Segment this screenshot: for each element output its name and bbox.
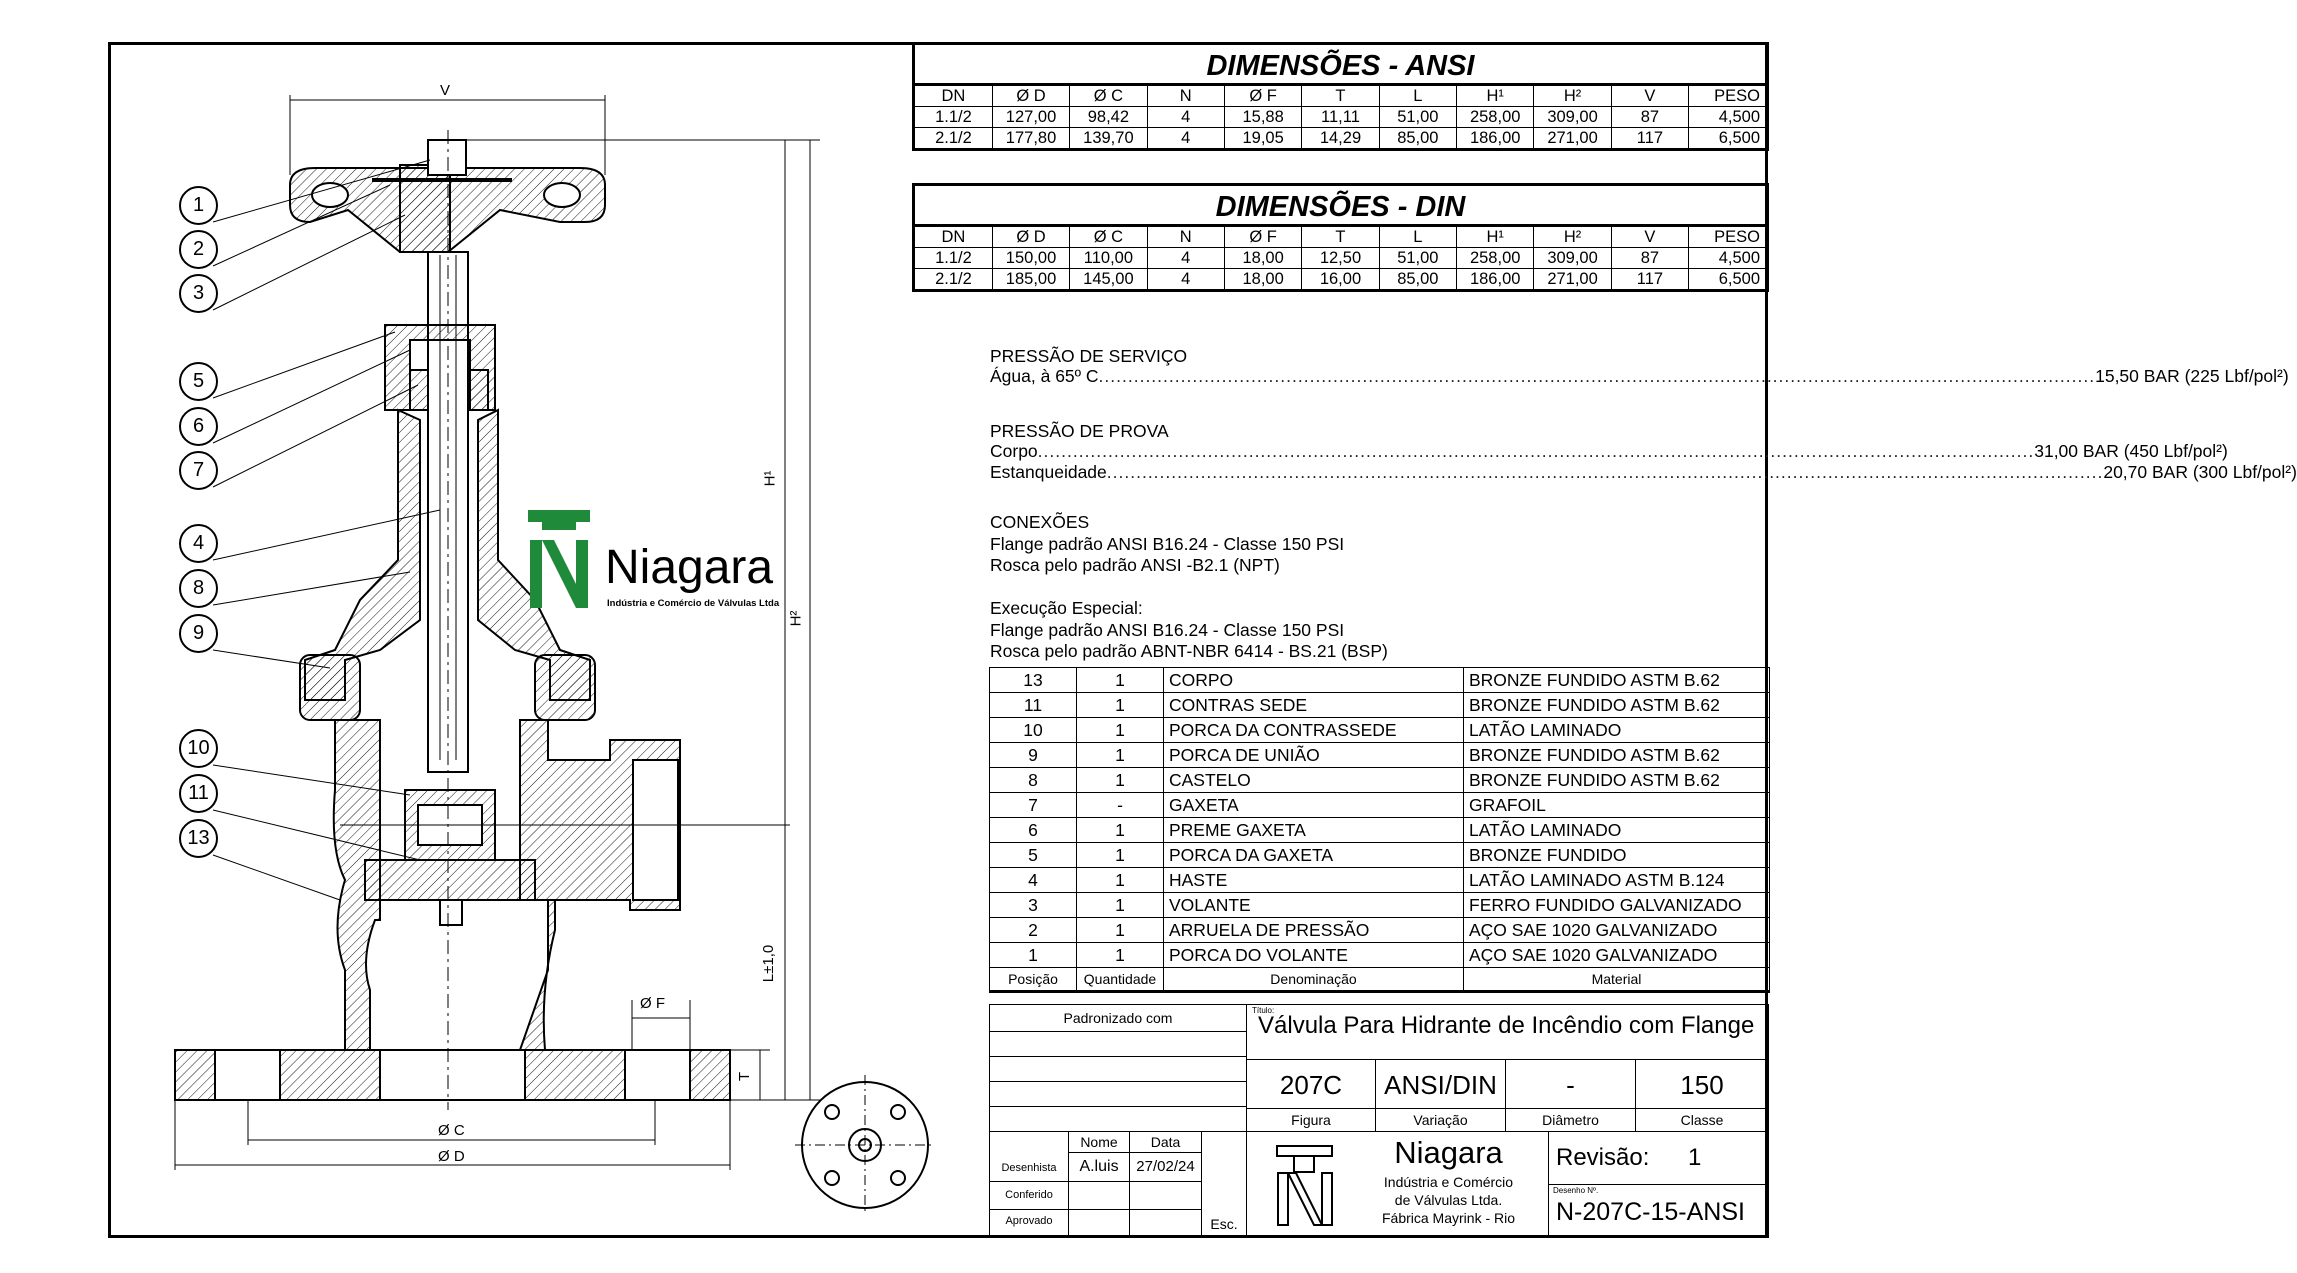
drawn-date: 27/02/24 — [1136, 1158, 1195, 1175]
part-balloon: 13 — [179, 819, 218, 858]
bom-name: PORCA DO VOLANTE — [1164, 943, 1464, 968]
ansi-header: Ø D — [992, 86, 1069, 107]
din-cell: 4,500 — [1689, 248, 1766, 269]
figure-value: 207C — [1279, 1070, 1343, 1100]
din-cell: 117 — [1611, 269, 1688, 291]
part-balloon: 11 — [179, 774, 218, 813]
part-balloon: 5 — [179, 362, 218, 401]
bom-material: BRONZE FUNDIDO ASTM B.62 — [1464, 693, 1770, 718]
bom-material: BRONZE FUNDIDO ASTM B.62 — [1464, 743, 1770, 768]
dim-h2: H² — [787, 610, 805, 627]
ansi-cell: 258,00 — [1457, 107, 1534, 128]
bom-quantity: 1 — [1077, 818, 1164, 843]
bom-row — [990, 818, 1770, 843]
din-cell: 4 — [1147, 269, 1224, 291]
bom-name: PREME GAXETA — [1164, 818, 1464, 843]
bom-name: PORCA DA CONTRASSEDE — [1164, 718, 1464, 743]
part-balloon: 7 — [179, 451, 218, 490]
bom-quantity: 1 — [1077, 868, 1164, 893]
ansi-title: DIMENSÕES - ANSI — [915, 45, 1766, 85]
ansi-header: L — [1379, 86, 1456, 107]
title-caption: Título: — [1252, 1006, 1275, 1015]
ansi-header: Ø F — [1224, 86, 1301, 107]
din-header: Ø D — [992, 227, 1069, 248]
bom-position: 11 — [990, 693, 1077, 718]
bom-header: Denominação — [1164, 968, 1464, 992]
din-header: L — [1379, 227, 1456, 248]
dim-d: Ø D — [438, 1148, 465, 1165]
bom-quantity: 1 — [1077, 918, 1164, 943]
approved-label: Aprovado — [1005, 1215, 1053, 1227]
bom-position: 7 — [990, 793, 1077, 818]
ansi-cell: 186,00 — [1457, 128, 1534, 150]
ansi-cell: 1.1/2 — [915, 107, 992, 128]
body-label: Corpo — [990, 441, 1038, 461]
part-balloon: 9 — [179, 614, 218, 653]
bom-material: BRONZE FUNDIDO — [1464, 843, 1770, 868]
bom-material: LATÃO LAMINADO — [1464, 818, 1770, 843]
bom-position: 13 — [990, 668, 1077, 693]
ansi-cell: 51,00 — [1379, 107, 1456, 128]
din-header: N — [1147, 227, 1224, 248]
part-balloon: 1 — [179, 186, 218, 225]
bom-name: HASTE — [1164, 868, 1464, 893]
company-line-3: Fábrica Mayrink - Rio — [1381, 1210, 1516, 1226]
dim-t: T — [736, 1071, 754, 1082]
ansi-cell: 4 — [1147, 107, 1224, 128]
connection-2: Rosca pelo padrão ANSI -B2.1 (NPT) — [990, 555, 1280, 575]
bom-row — [990, 743, 1770, 768]
body-value: 31,00 BAR (450 Lbf/pol²) — [2034, 441, 2228, 461]
din-cell: 150,00 — [992, 248, 1069, 269]
ansi-cell: 309,00 — [1534, 107, 1611, 128]
bom-name: CASTELO — [1164, 768, 1464, 793]
din-cell: 258,00 — [1457, 248, 1534, 269]
ansi-dimensions-table — [912, 42, 1769, 151]
bom-row — [990, 943, 1770, 968]
bill-of-materials — [989, 667, 1770, 993]
ansi-header: N — [1147, 86, 1224, 107]
ansi-cell: 271,00 — [1534, 128, 1611, 150]
din-cell: 186,00 — [1457, 269, 1534, 291]
bom-name: ARRUELA DE PRESSÃO — [1164, 918, 1464, 943]
bom-quantity: 1 — [1077, 843, 1164, 868]
part-balloon: 8 — [179, 569, 218, 608]
company-line-1: Indústria e Comércio — [1383, 1174, 1514, 1190]
bom-material: LATÃO LAMINADO ASTM B.124 — [1464, 868, 1770, 893]
ansi-cell: 139,70 — [1070, 128, 1147, 150]
diameter-label: Diâmetro — [1542, 1112, 1599, 1128]
scale-label: Esc. — [1210, 1216, 1238, 1232]
logo-wordmark: Niagara — [605, 541, 774, 594]
bom-row — [990, 868, 1770, 893]
bom-row — [990, 793, 1770, 818]
company-line-2: de Válvulas Ltda. — [1394, 1192, 1503, 1208]
din-cell: 12,50 — [1302, 248, 1379, 269]
bom-position: 8 — [990, 768, 1077, 793]
date-label: Data — [1150, 1134, 1181, 1150]
ansi-cell: 177,80 — [992, 128, 1069, 150]
bom-header: Material — [1464, 968, 1770, 992]
din-header: V — [1611, 227, 1688, 248]
part-balloon: 10 — [179, 729, 218, 768]
din-cell: 6,500 — [1689, 269, 1766, 291]
variation-label: Variação — [1413, 1112, 1468, 1128]
ansi-header: T — [1302, 86, 1379, 107]
special-1: Flange padrão ANSI B16.24 - Classe 150 PSI — [990, 620, 1345, 640]
din-header: H¹ — [1457, 227, 1534, 248]
revision-label: Revisão: — [1556, 1144, 1650, 1171]
figure-label: Figura — [1291, 1112, 1331, 1128]
ansi-cell: 127,00 — [992, 107, 1069, 128]
bom-name: VOLANTE — [1164, 893, 1464, 918]
ansi-cell: 19,05 — [1224, 128, 1301, 150]
din-cell: 271,00 — [1534, 269, 1611, 291]
bom-position: 2 — [990, 918, 1077, 943]
drawing-number: N-207C-15-ANSI — [1556, 1198, 1745, 1226]
din-cell: 309,00 — [1534, 248, 1611, 269]
ansi-cell: 14,29 — [1302, 128, 1379, 150]
bom-material: BRONZE FUNDIDO ASTM B.62 — [1464, 768, 1770, 793]
din-cell: 1.1/2 — [915, 248, 992, 269]
bom-position: 10 — [990, 718, 1077, 743]
bom-material: GRAFOIL — [1464, 793, 1770, 818]
din-header: T — [1302, 227, 1379, 248]
drawn-label: Desenhista — [1001, 1162, 1057, 1174]
dim-f: Ø F — [640, 995, 665, 1012]
ansi-header: V — [1611, 86, 1688, 107]
din-cell: 16,00 — [1302, 269, 1379, 291]
ansi-cell: 87 — [1611, 107, 1688, 128]
part-balloon: 2 — [179, 230, 218, 269]
bom-quantity: 1 — [1077, 693, 1164, 718]
bom-quantity: 1 — [1077, 668, 1164, 693]
bom-row — [990, 918, 1770, 943]
ansi-cell: 11,11 — [1302, 107, 1379, 128]
ansi-cell: 85,00 — [1379, 128, 1456, 150]
connection-1: Flange padrão ANSI B16.24 - Classe 150 PSI — [990, 534, 1345, 554]
din-cell: 185,00 — [992, 269, 1069, 291]
ansi-cell: 2.1/2 — [915, 128, 992, 150]
din-cell: 110,00 — [1070, 248, 1147, 269]
checked-label: Conferido — [1005, 1189, 1053, 1201]
din-dimensions-table — [912, 183, 1769, 292]
din-cell: 51,00 — [1379, 248, 1456, 269]
connections-title: CONEXÕES — [990, 512, 1090, 532]
bom-position: 4 — [990, 868, 1077, 893]
name-label: Nome — [1080, 1134, 1118, 1150]
bom-quantity: 1 — [1077, 768, 1164, 793]
bom-material: AÇO SAE 1020 GALVANIZADO — [1464, 918, 1770, 943]
dim-c: Ø C — [438, 1122, 465, 1139]
bom-row — [990, 718, 1770, 743]
bom-row — [990, 893, 1770, 918]
diameter-value: - — [1566, 1070, 1575, 1100]
ansi-cell: 117 — [1611, 128, 1688, 150]
special-title: Execução Especial: — [990, 598, 1143, 618]
bom-position: 3 — [990, 893, 1077, 918]
bom-name: PORCA DA GAXETA — [1164, 843, 1464, 868]
drawing-no-label: Desenho Nº. — [1553, 1186, 1599, 1195]
bom-name: CONTRAS SEDE — [1164, 693, 1464, 718]
din-header: H² — [1534, 227, 1611, 248]
din-cell: 18,00 — [1224, 269, 1301, 291]
ansi-header: Ø C — [1070, 86, 1147, 107]
dim-v: V — [440, 82, 451, 99]
bom-row — [990, 693, 1770, 718]
din-header: Ø C — [1070, 227, 1147, 248]
part-balloon: 4 — [179, 524, 218, 563]
special-2: Rosca pelo padrão ABNT-NBR 6414 - BS.21 (BSP) — [990, 641, 1388, 661]
service-pressure-row: Água, à 65º C .......................................................................................................................................................................... 15,50 BAR (225 Lbf/pol²) — [990, 366, 2289, 386]
bom-name: CORPO — [1164, 668, 1464, 693]
ansi-cell: 98,42 — [1070, 107, 1147, 128]
ansi-header: DN — [915, 86, 992, 107]
bom-position: 9 — [990, 743, 1077, 768]
drawn-name: A.luis — [1079, 1158, 1119, 1175]
din-cell: 18,00 — [1224, 248, 1301, 269]
bom-material: BRONZE FUNDIDO ASTM B.62 — [1464, 668, 1770, 693]
seal-label: Estanqueidade — [990, 462, 1107, 482]
din-cell: 2.1/2 — [915, 269, 992, 291]
dim-l: L±1,0 — [760, 944, 778, 983]
bom-quantity: 1 — [1077, 718, 1164, 743]
bom-header: Quantidade — [1077, 968, 1164, 992]
niagara-logo-icon — [528, 510, 600, 610]
ansi-cell: 15,88 — [1224, 107, 1301, 128]
part-balloon: 3 — [179, 274, 218, 313]
class-label: Classe — [1680, 1112, 1724, 1128]
ansi-cell: 4 — [1147, 128, 1224, 150]
ansi-cell: 6,500 — [1689, 128, 1766, 150]
din-cell: 145,00 — [1070, 269, 1147, 291]
bom-header: Posição — [990, 968, 1077, 992]
service-pressure-title: PRESSÃO DE SERVIÇO — [990, 346, 1188, 366]
ansi-header: PESO — [1689, 86, 1766, 107]
ansi-header: H¹ — [1457, 86, 1534, 107]
dim-h1: H¹ — [761, 470, 779, 487]
din-cell: 4 — [1147, 248, 1224, 269]
variation-value: ANSI/DIN — [1384, 1070, 1497, 1100]
seal-value: 20,70 BAR (300 Lbf/pol²) — [2103, 462, 2297, 482]
bom-quantity: 1 — [1077, 893, 1164, 918]
company-name: Niagara — [1394, 1135, 1503, 1170]
valve-drawing — [0, 0, 910, 1273]
part-balloon: 6 — [179, 407, 218, 446]
body-pressure-row: Corpo .......................................................................................................................................................................... 31,00 BAR (450 Lbf/pol²) — [990, 441, 2228, 461]
din-header: DN — [915, 227, 992, 248]
logo-subtitle: Indústria e Comércio de Válvulas Ltda — [607, 598, 780, 609]
revision-value: 1 — [1688, 1144, 1702, 1171]
bom-position: 1 — [990, 943, 1077, 968]
din-header: Ø F — [1224, 227, 1301, 248]
class-value: 150 — [1680, 1070, 1724, 1100]
seal-pressure-row: Estanqueidade .......................................................................................................................................................................... 20,70 BAR (300 Lbf/pol²) — [990, 462, 2297, 482]
bom-position: 5 — [990, 843, 1077, 868]
din-cell: 87 — [1611, 248, 1688, 269]
bom-row — [990, 668, 1770, 693]
bom-position: 6 — [990, 818, 1077, 843]
bom-name: PORCA DE UNIÃO — [1164, 743, 1464, 768]
bom-material: FERRO FUNDIDO GALVANIZADO — [1464, 893, 1770, 918]
standardized-label: Padronizado com — [1063, 1010, 1173, 1026]
din-cell: 85,00 — [1379, 269, 1456, 291]
bom-material: AÇO SAE 1020 GALVANIZADO — [1464, 943, 1770, 968]
service-value: 15,50 BAR (225 Lbf/pol²) — [2095, 366, 2289, 386]
test-pressure-title: PRESSÃO DE PROVA — [990, 421, 1169, 441]
drawing-title: Válvula Para Hidrante de Incêndio com Flange — [1258, 1012, 1755, 1039]
din-header: PESO — [1689, 227, 1766, 248]
bom-quantity: 1 — [1077, 743, 1164, 768]
din-title: DIMENSÕES - DIN — [915, 186, 1766, 226]
bom-quantity: 1 — [1077, 943, 1164, 968]
ansi-header: H² — [1534, 86, 1611, 107]
company-logo-icon — [1276, 1145, 1338, 1227]
ansi-cell: 4,500 — [1689, 107, 1766, 128]
bom-row — [990, 843, 1770, 868]
bom-name: GAXETA — [1164, 793, 1464, 818]
bom-row — [990, 768, 1770, 793]
bom-material: LATÃO LAMINADO — [1464, 718, 1770, 743]
bom-quantity: - — [1077, 793, 1164, 818]
service-label: Água, à 65º C — [990, 366, 1099, 386]
